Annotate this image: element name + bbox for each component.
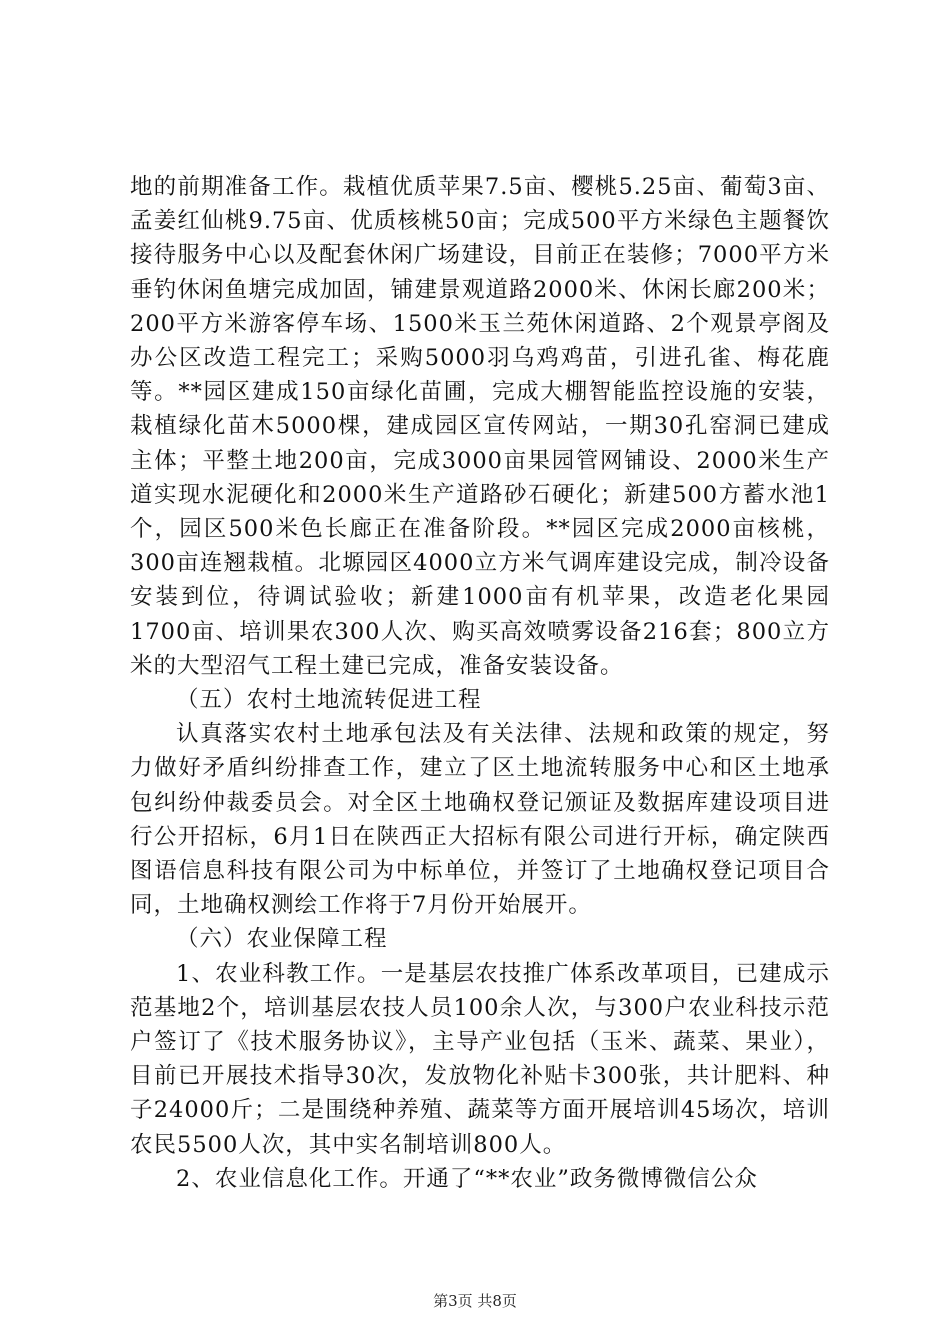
paragraph-land-transfer: 认真落实农村土地承包法及有关法律、法规和政策的规定，努力做好矛盾纠纷排查工作，建立了区土地流转服务中心和区土地承包纠纷仲裁委员会。对全区土地确权登记颁证及数据库建设项目进行公开招标，6月1日在陕西正大招标有限公司进行开标，确定陕西图语信息科技有限公司为中标单位，并签订了土地确权登记项目合同，土地确权测绘工作将于7月份开始展开。: [130, 721, 830, 919]
document-body: [130, 170, 830, 1196]
page-footer: 第3页 共8页: [433, 1292, 517, 1310]
paragraph-agri-education: 1、农业科教工作。一是基层农技推广体系改革项目，已建成示范基地2个，培训基层农技人员100余人次，与300户农业科技示范户签订了《技术服务协议》，主导产业包括（玉米、蔬菜、果业），目前已开展技术指导30次，发放物化补贴卡300张，共计肥料、种子24000斤；二是围绕种养殖、蔬菜等方面开展培训45场次，培训农民5500人次，其中实名制培训800人。: [130, 960, 830, 1158]
paragraph-agri-informatization: 2、农业信息化工作。开通了“**农业”政务微博微信公众: [176, 1165, 758, 1192]
section-heading-land-transfer: （五）农村土地流转促进工程: [176, 687, 482, 714]
paragraph-park-construction: 地的前期准备工作。栽植优质苹果7.5亩、樱桃5.25亩、葡萄3亩、孟姜红仙桃9.75亩、优质核桃50亩；完成500平方米绿色主题餐饮接待服务中心以及配套休闲广场建设，目前正在装修；7000平方米垂钓休闲鱼塘完成加固，铺建景观道路2000米、休闲长廊200米；200平方米游客停车场、1500米玉兰苑休闲道路、2个观景亭阁及办公区改造工程完工；采购5000羽乌鸡鸡苗，引进孔雀、梅花鹿等。**园区建成150亩绿化苗圃，完成大棚智能监控设施的安装，栽植绿化苗木5000棵，建成园区宣传网站，一期30孔窑洞已建成主体；平整土地200亩，完成3000亩果园管网铺设、2000米生产道实现水泥硬化和2000米生产道路砂石硬化；新建500方蓄水池1个，园区500米色长廊正在准备阶段。**园区完成2000亩核桃，300亩连翘栽植。北塬园区4000立方米气调库建设完成，制冷设备安装到位，待调试验收；新建1000亩有机苹果，改造老化果园1700亩、培训果农300人次、购买高效喷雾设备216套；800立方米的大型沼气工程土建已完成，准备安装设备。: [130, 174, 830, 679]
section-heading-agri-support: （六）农业保障工程: [176, 926, 388, 953]
